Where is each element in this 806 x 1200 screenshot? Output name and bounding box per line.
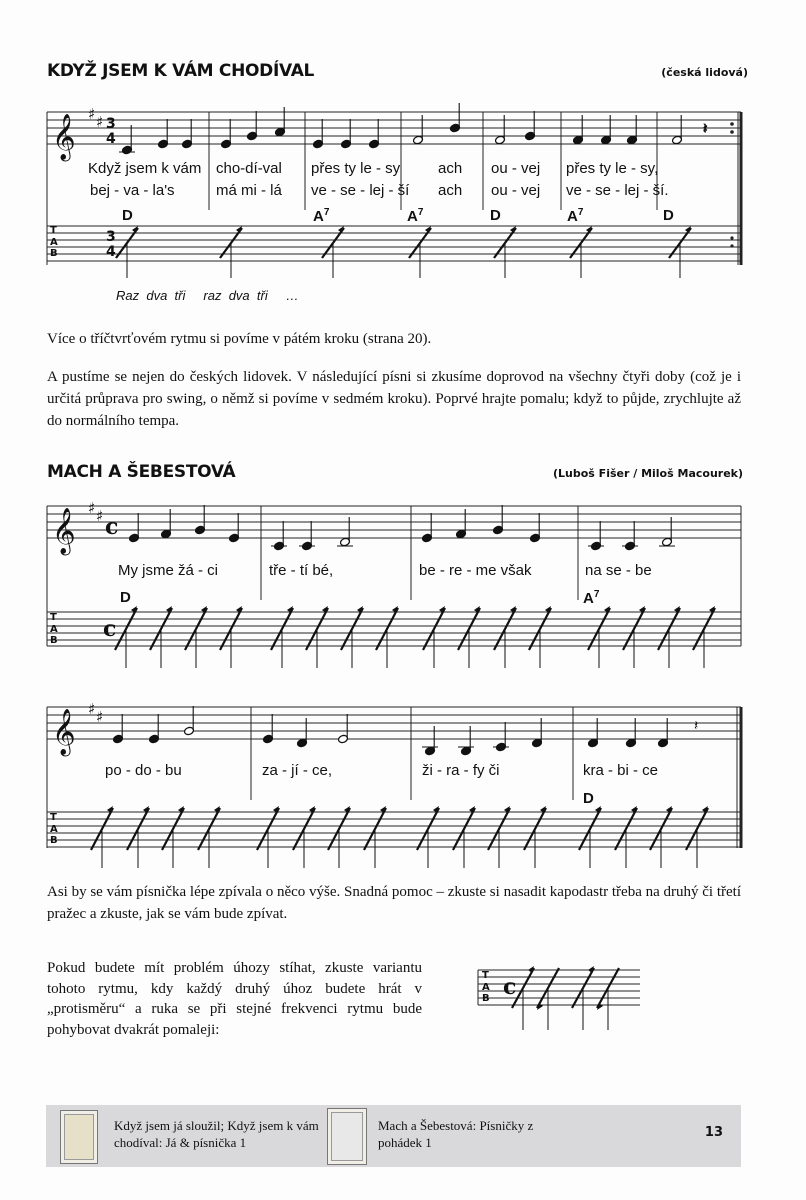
chord-label: $A^7$	[567, 207, 584, 225]
chord-label: $A^7$	[583, 589, 600, 607]
strum-mark	[494, 606, 516, 668]
strum-mark	[686, 806, 708, 868]
strum-mark	[423, 606, 445, 668]
tab-label-song2b: T A B	[50, 812, 58, 846]
note	[450, 103, 461, 133]
strum-mark	[529, 606, 551, 668]
lyric: po - do - bu	[105, 762, 182, 779]
note	[221, 119, 232, 149]
lyric: cho-dí-val	[216, 160, 282, 177]
strum-mark	[669, 226, 691, 278]
note	[369, 119, 380, 149]
note	[413, 115, 424, 145]
note	[161, 509, 172, 539]
lyric: ve - se - lej - ší.	[566, 182, 669, 199]
chord-label: D	[120, 589, 131, 606]
strum-mark	[570, 226, 592, 278]
lyric: přes ty le - sy	[311, 160, 401, 177]
svg-text:3: 3	[106, 229, 116, 245]
lyric: Když jsem k vám	[88, 160, 202, 177]
strum-mark	[588, 606, 610, 668]
svg-text:4: 4	[106, 131, 116, 147]
note	[662, 517, 673, 547]
note	[263, 714, 274, 744]
note	[149, 714, 160, 744]
note	[341, 119, 352, 149]
strum-mark	[306, 606, 328, 668]
strum-mark	[615, 806, 637, 868]
strum-mark	[494, 226, 516, 278]
treble-clef-icon: 𝄞	[52, 114, 76, 160]
note	[275, 107, 286, 137]
svg-text:♯: ♯	[96, 113, 104, 131]
page-number: 13	[704, 1125, 723, 1140]
strum-mark	[185, 606, 207, 668]
note	[573, 115, 584, 145]
lyric: za - jí - ce,	[262, 762, 333, 779]
note	[601, 115, 612, 145]
note	[184, 706, 195, 736]
song2-staff-1	[47, 499, 741, 668]
svg-text:𝄽: 𝄽	[703, 121, 708, 137]
note	[495, 115, 506, 145]
chord-label: $A^7$	[313, 207, 330, 225]
paragraph-2: A pustíme se nejen do českých lidovek. V následující písni si zkusíme doprovod na všechny čtyři doby (což je i určitá průprava pro swing, o němž si povíme v sedmém kroku). Poprvé hrajte pomalu; když to půjde, zrychlujte až do normálního tempa.	[47, 369, 741, 429]
note	[530, 513, 541, 543]
svg-text:♯: ♯	[88, 700, 96, 718]
strum-mark	[91, 806, 113, 868]
lyric: ou - vej	[491, 182, 541, 199]
svg-text:𝄽: 𝄽	[694, 718, 699, 734]
strum-mark	[458, 606, 480, 668]
strum-mark	[322, 226, 344, 278]
chord-label: D	[583, 790, 594, 807]
book-cover-icon[interactable]	[60, 1110, 98, 1164]
note	[525, 111, 536, 141]
strum-mark	[198, 806, 220, 868]
svg-text:4: 4	[106, 244, 116, 260]
strum-mark	[364, 806, 386, 868]
note	[340, 517, 351, 547]
lyric: ach	[438, 160, 463, 177]
chord-label: D	[663, 207, 674, 224]
strum-mark	[220, 226, 242, 278]
lyric: be - re - me však	[419, 562, 532, 579]
lyric: My jsme žá - ci	[118, 562, 219, 579]
tab-label-song1: T A B	[50, 225, 58, 259]
strum-mark	[328, 806, 350, 868]
svg-text:♯: ♯	[88, 499, 96, 517]
strum-mark	[658, 606, 680, 668]
note	[158, 119, 169, 149]
footer-book2-text: Mach a Šebestová: Písničky z pohádek 1	[378, 1118, 534, 1150]
paragraph-4: Pokud budete mít problém úhozy stíhat, zkuste variantu tohoto rytmu, kdy každý druhý úhoz budete hrát v „protisměru“ a ruka se při stejné frekvenci rytmu bude pohybovat dvakrát pomaleji:	[47, 960, 422, 1038]
lyric: ve - se - lej - ší	[311, 182, 410, 199]
note	[588, 718, 599, 748]
strum-mark	[220, 606, 242, 668]
strum-mark	[417, 806, 439, 868]
strum-mark	[623, 606, 645, 668]
note	[247, 111, 258, 141]
note	[461, 726, 472, 756]
note	[456, 509, 467, 539]
lyric: ou - vej	[491, 160, 541, 177]
book-cover-icon[interactable]	[327, 1108, 367, 1165]
song2-credit: (Luboš Fišer / Miloš Macourek)	[553, 467, 743, 480]
strum-mark	[162, 806, 184, 868]
note	[313, 119, 324, 149]
lyric: přes ty le - sy,	[566, 160, 659, 177]
footer-book1-text: Když jsem já sloužil; Když jsem k vám chodíval: Já & písnička 1	[114, 1118, 319, 1150]
chord-label: $A^7$	[407, 207, 424, 225]
note	[626, 718, 637, 748]
strum-mark	[127, 806, 149, 868]
svg-text:𝄞: 𝄞	[52, 709, 76, 755]
paragraph-3: Asi by se vám písnička lépe zpívala o něco výše. Snadná pomoc – zkuste si nasadit kapodastr třeba na druhý či třetí pražec a zkuste, jak se vám bude zpívat.	[47, 884, 741, 922]
strum-mark	[579, 806, 601, 868]
paragraph-1: Více o tříčtvrťovém rytmu si povíme v pátém kroku (strana 20).	[47, 331, 432, 347]
note	[182, 119, 193, 149]
svg-text:♯: ♯	[88, 105, 96, 123]
strum-mark	[257, 806, 279, 868]
strum-mark	[524, 806, 546, 868]
lyric: na se - be	[585, 562, 652, 579]
svg-text:♯: ♯	[96, 507, 104, 525]
chord-label: D	[122, 207, 133, 224]
tab-label-example: T A B	[482, 970, 490, 1004]
strum-mark	[115, 606, 137, 668]
song1-title: KDYŽ JSEM K VÁM CHODÍVAL	[47, 61, 315, 81]
note	[672, 115, 683, 145]
note	[122, 125, 133, 155]
svg-text:𝄞: 𝄞	[52, 508, 76, 554]
note	[532, 718, 543, 748]
note	[658, 718, 669, 748]
note	[422, 513, 433, 543]
note	[493, 505, 504, 535]
counting-text: Raz dva tři raz dva tři …	[116, 288, 299, 303]
note	[195, 505, 206, 535]
lyric: ži - ra - fy či	[422, 762, 500, 779]
strum-mark	[341, 606, 363, 668]
note	[129, 513, 140, 543]
strum-mark	[488, 806, 510, 868]
lyric: kra - bi - ce	[583, 762, 659, 779]
strum-mark	[150, 606, 172, 668]
strum-mark	[271, 606, 293, 668]
song2-staff-2	[47, 700, 741, 868]
song1-credit: (česká lidová)	[661, 66, 748, 79]
lyric: tře - tí bé,	[269, 562, 334, 579]
chord-label: D	[490, 207, 501, 224]
strum-mark	[409, 226, 431, 278]
tab-label-song2a: T A B	[50, 612, 58, 646]
lyric: ach	[438, 182, 463, 199]
svg-text:c: c	[103, 616, 117, 642]
svg-text:c: c	[105, 514, 119, 540]
note	[338, 714, 349, 744]
lyric: bej - va - la's	[90, 182, 175, 199]
note	[425, 726, 436, 756]
note	[229, 513, 240, 543]
svg-text:3: 3	[106, 116, 116, 132]
strum-mark	[453, 806, 475, 868]
svg-text:c: c	[503, 974, 517, 1000]
lyric: má mi - lá	[216, 182, 282, 199]
footer-bar	[46, 1105, 741, 1167]
strum-mark	[693, 606, 715, 668]
rhythm-example	[478, 966, 640, 1030]
song2-title: MACH A ŠEBESTOVÁ	[47, 462, 236, 482]
note	[297, 718, 308, 748]
strum-mark	[376, 606, 398, 668]
strum-mark	[116, 226, 138, 278]
svg-text:♯: ♯	[96, 708, 104, 726]
strum-mark	[293, 806, 315, 868]
note	[627, 115, 638, 145]
strum-mark	[650, 806, 672, 868]
note	[113, 714, 124, 744]
